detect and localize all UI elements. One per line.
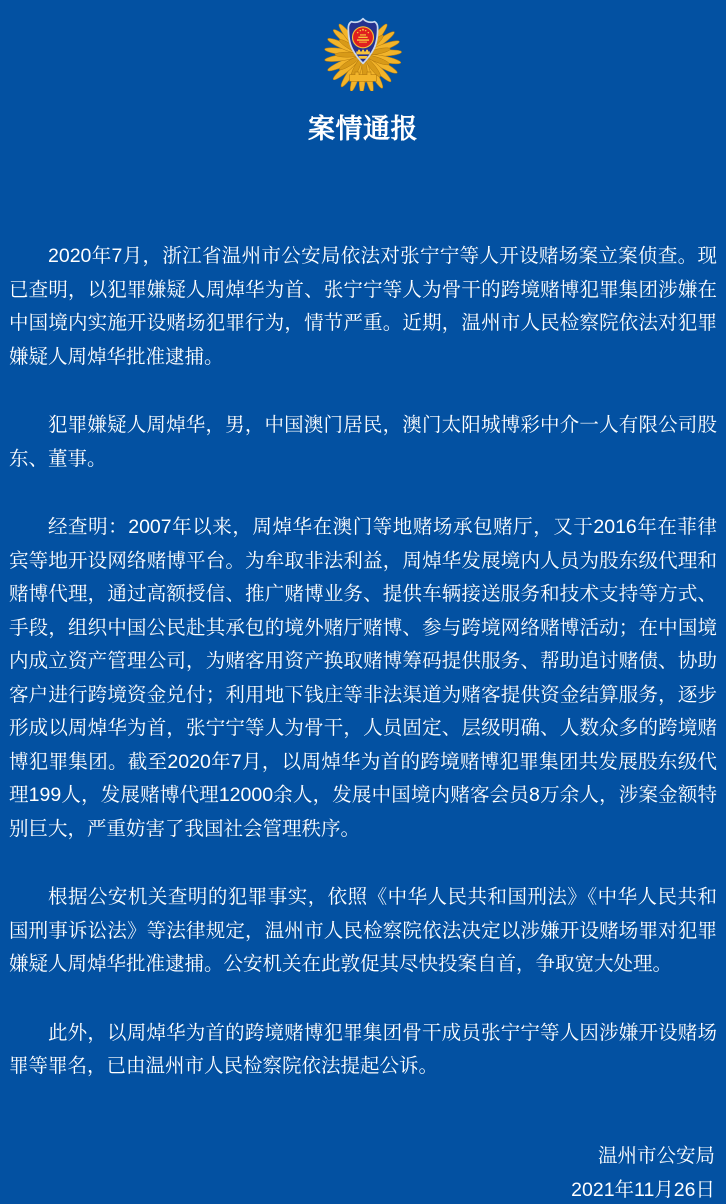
report-paragraph: 犯罪嫌疑人周焯华，男，中国澳门居民，澳门太阳城博彩中介一人有限公司股东、董事。 [9, 414, 717, 470]
report-paragraph: 经查明：2007年以来，周焯华在澳门等地赌场承包赌厅，又于2016年在菲律宾等地开设网络赌博平台。为牟取非法利益，周焯华发展境内人员为股东级代理和赌博代理，通过高额授信、推广赌博业务、提供车辆接送服务和技术支持等方式、手段，组织中国公民赴其承包的境外赌厅赌博、参与跨境网络赌博活动；在中国境内成立资产管理公司，为赌客用资产换取赌博筹码提供服务、帮助追讨赌债、协助客户进行跨境资金兑付；利用地下钱庄等非法渠道为赌客提供资金结算服务，逐步形成以周焯华为首，张宁宁等人为骨干，人员固定、层级明确、人数众多的跨境赌博犯罪集团。截至2020年7月，以周焯华为首的跨境赌博犯罪集团共发展股东级代理199人，发展赌博代理12000余人，发展中国境内赌客会员8万余人，涉案金额特别巨大，严重妨害了我国社会管理秩序。 [9, 516, 717, 840]
page-title: 案情通报 [308, 114, 418, 144]
issuer-name: 温州市公安局 [597, 1144, 715, 1167]
signature-block [0, 1139, 726, 1204]
report-paragraph: 此外，以周焯华为首的跨境赌博犯罪集团骨干成员张宁宁等人因涉嫌开设赌场罪等罪名，已由温州市人民检察院依法提起公诉。 [9, 1021, 717, 1077]
report-paragraph: 2020年7月，浙江省温州市公安局依法对张宁宁等人开设赌场案立案侦查。现已查明，以犯罪嫌疑人周焯华为首、张宁宁等人为骨干的跨境赌博犯罪集团涉嫌在中国境内实施开设赌场犯罪行为，情节严重。近期，温州市人民检察院依法对犯罪嫌疑人周焯华批准逮捕。 [9, 245, 717, 368]
report-body [0, 240, 726, 1084]
china-police-badge-icon [323, 13, 403, 91]
notice-header [0, 0, 726, 144]
issue-date: 2021年11月26日 [571, 1178, 715, 1201]
paragraph-list [9, 240, 717, 1084]
report-paragraph: 根据公安机关查明的犯罪事实，依照《中华人民共和国刑法》《中华人民共和国刑事诉讼法》等法律规定，温州市人民检察院依法决定以涉嫌开设赌场罪对犯罪嫌疑人周焯华批准逮捕。公安机关在此敦促其尽快投案自首，争取宽大处理。 [9, 886, 717, 975]
